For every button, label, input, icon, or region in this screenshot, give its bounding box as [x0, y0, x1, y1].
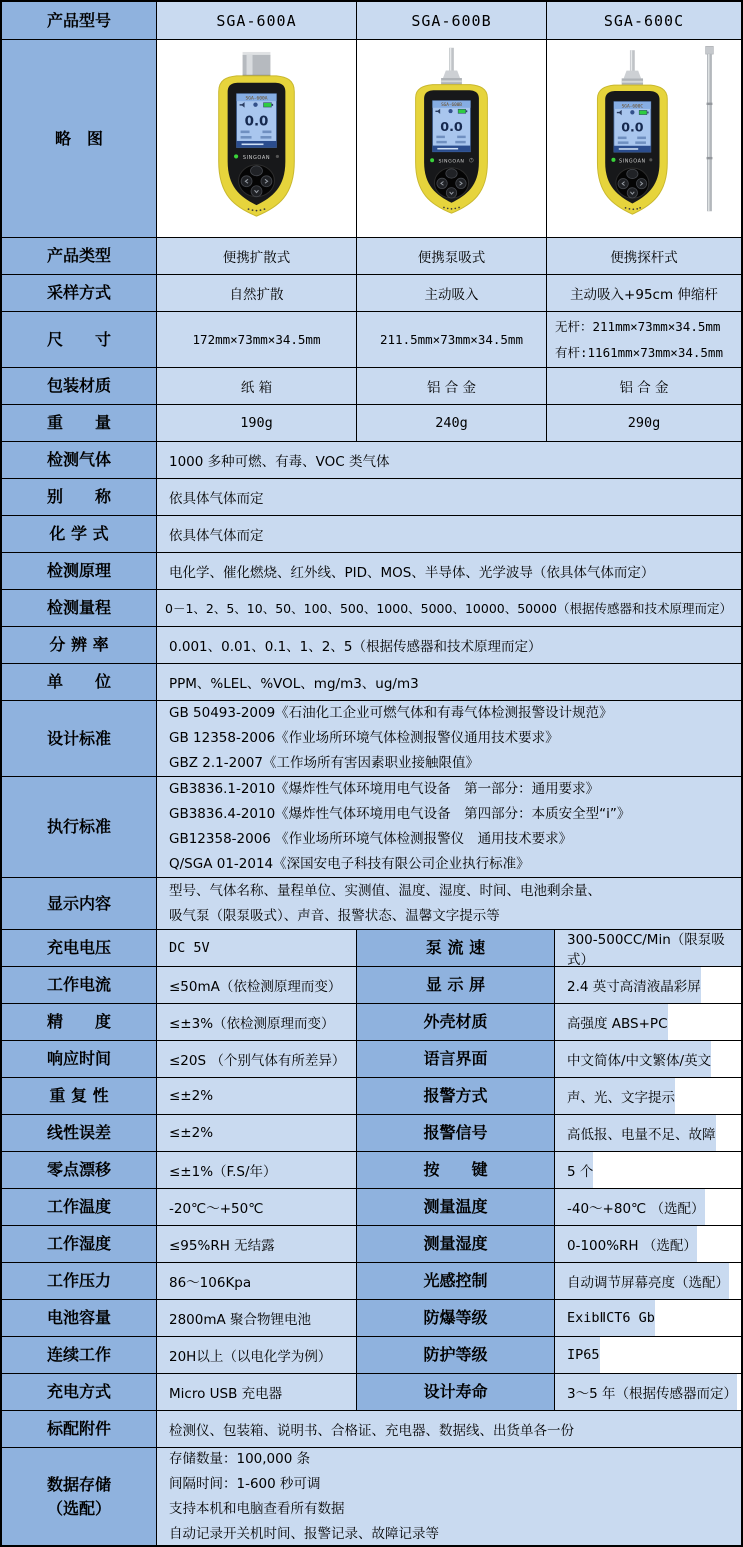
row-label-repeatability: 重 复 性 — [2, 1078, 157, 1114]
spec-value: 240g — [357, 405, 547, 441]
row-label-alarm-mode: 报警方式 — [357, 1078, 555, 1114]
standard-line: GB12358-2006 《作业场所环境气体检测报警仪 通用技术要求》 — [169, 831, 573, 847]
row-label-zero-drift: 零点漂移 — [2, 1152, 157, 1188]
data-storage-label-line: 数据存储 — [46, 1474, 111, 1494]
spec-value: PPM、%LEL、%VOL、mg/m3、ug/m3 — [157, 664, 741, 700]
row-label-alias: 别 称 — [2, 479, 157, 515]
spec-value: 自然扩散 — [157, 275, 357, 311]
row-label-packaging-material: 包装材质 — [2, 368, 157, 404]
row-detect-gas — [2, 442, 741, 479]
row-repeatability-alarm-mode — [2, 1078, 741, 1115]
spec-value: ≤±2% — [157, 1078, 357, 1114]
row-label-chemical-formula: 化 学 式 — [2, 516, 157, 552]
spec-value: 0-100%RH （选配） — [555, 1226, 697, 1262]
spec-value: 声、光、文字提示 — [555, 1078, 675, 1114]
row-charge-method-design-life — [2, 1374, 741, 1411]
row-label-product-type: 产品类型 — [2, 238, 157, 274]
device-screen-title: SGA-600B — [441, 103, 462, 109]
spec-value: 主动吸入 — [357, 275, 547, 311]
row-unit — [2, 664, 741, 701]
row-working-temp-measure-temp — [2, 1189, 741, 1226]
row-label-design-life: 设计寿命 — [357, 1374, 555, 1410]
standard-line: GB3836.1-2010《爆炸性气体环境用电气设备 第一部分：通用要求》 — [169, 781, 600, 797]
dimension-with-rod: 有杆:1161mm×73mm×34.5mm — [555, 344, 723, 360]
row-label-protection-level: 防护等级 — [357, 1337, 555, 1373]
row-label-accuracy: 精 度 — [2, 1004, 157, 1040]
gas-detector-pump-image — [357, 40, 546, 237]
row-label-charge-voltage: 充电电压 — [2, 930, 157, 966]
row-label-design-standard: 设计标准 — [2, 701, 157, 776]
row-dimensions — [2, 312, 741, 368]
data-storage-label-line: （选配） — [46, 1498, 111, 1518]
spec-value: 铝 合 金 — [357, 368, 547, 404]
spec-value: ≤50mA（依检测原理而变） — [157, 967, 357, 1003]
device-screen-title: SGA-600C — [621, 104, 644, 110]
spec-value: 高强度 ABS+PC — [555, 1004, 668, 1040]
row-label-working-pressure: 工作压力 — [2, 1263, 157, 1299]
standard-line: GB 50493-2009《石油化工企业可燃气体和有毒气体检测报警设计规范》 — [169, 705, 613, 721]
row-label-sketch: 略 图 — [2, 40, 157, 237]
row-linearity-error-alarm-signal — [2, 1115, 741, 1152]
storage-line: 存储数量：100,000 条 — [169, 1450, 311, 1467]
row-label-dimensions: 尺 寸 — [2, 312, 157, 367]
row-chemical-formula — [2, 516, 741, 553]
spec-value: ≤±3%（依检测原理而变） — [157, 1004, 357, 1040]
row-label-alarm-signal: 报警信号 — [357, 1115, 555, 1151]
spec-value: 0.001、0.01、0.1、1、2、5（根据传感器和技术原理而定） — [157, 627, 741, 663]
row-sampling-method — [2, 275, 741, 312]
row-label-standard-accessories: 标配附件 — [2, 1411, 157, 1447]
spec-value: 电化学、催化燃烧、红外线、PID、MOS、半导体、光学波导（依具体气体而定） — [157, 553, 741, 589]
spec-value: Micro USB 充电器 — [157, 1374, 357, 1410]
spec-value: 190g — [157, 405, 357, 441]
row-label-sampling-method: 采样方式 — [2, 275, 157, 311]
row-label-working-temp: 工作温度 — [2, 1189, 157, 1225]
spec-value — [157, 1448, 741, 1545]
device-photo-sga-600c — [547, 40, 741, 237]
spec-value: ExibⅡCT6 Gb — [555, 1300, 655, 1336]
spec-value: 1000 多种可燃、有毒、VOC 类气体 — [157, 442, 741, 478]
led-indicator — [430, 158, 434, 162]
display-content-line: 型号、气体名称、量程单位、实测值、温度、湿度、时间、电池剩余量、 — [169, 882, 601, 899]
row-product-type — [2, 238, 741, 275]
row-working-humidity-measure-humidity — [2, 1226, 741, 1263]
storage-line: 间隔时间：1-600 秒可调 — [169, 1475, 321, 1492]
spec-value: 3～5 年（根据传感器而定） — [555, 1374, 737, 1410]
spec-value — [157, 701, 741, 776]
spec-value: 纸 箱 — [157, 368, 357, 404]
row-battery-capacity-explosion-proof — [2, 1300, 741, 1337]
spec-value: 依具体气体而定 — [157, 516, 741, 552]
standard-line: GBZ 2.1-2007《工作场所有害因素职业接触限值》 — [169, 755, 479, 771]
led-indicator — [234, 154, 238, 158]
spec-value: 211.5mm×73mm×34.5mm — [357, 312, 547, 367]
model-name-a: SGA-600A — [157, 2, 357, 39]
row-label-linearity-error: 线性误差 — [2, 1115, 157, 1151]
spec-value: 自动调节屏幕亮度（选配） — [555, 1263, 729, 1299]
row-accuracy-shell-material — [2, 1004, 741, 1041]
row-working-current-display-screen — [2, 967, 741, 1004]
spec-value: ≤95%RH 无结露 — [157, 1226, 357, 1262]
spec-value: -20℃～+50℃ — [157, 1189, 357, 1225]
spec-value: 中文简体/中文繁体/英文 — [555, 1041, 711, 1077]
row-standard-accessories — [2, 1411, 741, 1448]
gas-detector-diffusion-image — [157, 40, 356, 237]
row-label-explosion-proof-grade: 防爆等级 — [357, 1300, 555, 1336]
device-photo-sga-600a — [157, 40, 357, 237]
row-display-content — [2, 878, 741, 930]
row-alias — [2, 479, 741, 516]
row-resolution — [2, 627, 741, 664]
spec-value: 检测仪、包装箱、说明书、合格证、充电器、数据线、出货单各一份 — [157, 1411, 741, 1447]
row-continuous-work-protection-level — [2, 1337, 741, 1374]
row-label-continuous-work: 连续工作 — [2, 1337, 157, 1373]
battery-icon — [639, 110, 647, 114]
row-label-display-screen: 显 示 屏 — [357, 967, 555, 1003]
device-screen-title: SGA-600A — [245, 96, 268, 102]
spec-value: ≤±1%（F.S/年） — [157, 1152, 357, 1188]
spec-value: 便携泵吸式 — [357, 238, 547, 274]
row-weight — [2, 405, 741, 442]
spec-value: 5 个 — [555, 1152, 593, 1188]
row-label-data-storage — [2, 1448, 157, 1545]
row-packaging-material — [2, 368, 741, 405]
row-sketch — [2, 40, 741, 238]
spec-value: 172mm×73mm×34.5mm — [157, 312, 357, 367]
row-product-model — [2, 2, 741, 40]
row-label-measure-humidity: 测量湿度 — [357, 1226, 555, 1262]
row-design-standard — [2, 701, 741, 777]
row-label-weight: 重 量 — [2, 405, 157, 441]
device-brand-text: SINGOAN — [438, 159, 465, 165]
model-name-c: SGA-600C — [547, 2, 741, 39]
spec-value: 高低报、电量不足、故障 — [555, 1115, 716, 1151]
spec-value — [157, 777, 741, 877]
spec-value: 2800mA 聚合物锂电池 — [157, 1300, 357, 1336]
row-label-response-time: 响应时间 — [2, 1041, 157, 1077]
standard-line: GB 12358-2006《作业场所环境气体检测报警仪通用技术要求》 — [169, 730, 559, 746]
led-indicator — [611, 158, 615, 162]
battery-icon — [458, 109, 466, 113]
standard-line: Q/SGA 01-2014《深国安电子科技有限公司企业执行标准》 — [169, 856, 530, 872]
battery-icon — [263, 103, 271, 107]
spec-value: 0－1、2、5、10、50、100、500、1000、5000、10000、50000（根据传感器和技术原理而定） — [157, 590, 741, 626]
spec-value: 依具体气体而定 — [157, 479, 741, 515]
row-label-detection-principle: 检测原理 — [2, 553, 157, 589]
spec-value: ≤±2% — [157, 1115, 357, 1151]
row-working-pressure-light-control — [2, 1263, 741, 1300]
device-screen-value: 0.0 — [440, 119, 463, 135]
row-zero-drift-buttons — [2, 1152, 741, 1189]
device-screen-value: 0.0 — [621, 119, 644, 135]
spec-value: 铝 合 金 — [547, 368, 741, 404]
spec-value: 86～106Kpa — [157, 1263, 357, 1299]
row-label-product-model: 产品型号 — [2, 2, 157, 39]
standard-line: GB3836.4-2010《爆炸性气体环境用电气设备 第四部分：本质安全型“i”》 — [169, 806, 631, 822]
spec-value: IP65 — [555, 1337, 600, 1373]
row-label-buttons: 按 键 — [357, 1152, 555, 1188]
spec-value: 便携探杆式 — [547, 238, 741, 274]
display-content-line: 吸气泵（限泵吸式）、声音、报警状态、温馨文字提示等 — [169, 907, 500, 924]
row-label-detect-gas: 检测气体 — [2, 442, 157, 478]
row-label-unit: 单 位 — [2, 664, 157, 700]
row-label-resolution: 分 辨 率 — [2, 627, 157, 663]
row-label-pump-flow: 泵 流 速 — [357, 930, 555, 966]
row-data-storage — [2, 1448, 741, 1545]
row-label-language-ui: 语言界面 — [357, 1041, 555, 1077]
gas-detector-probe-image — [547, 40, 741, 237]
telescopic-rod-tip — [706, 46, 714, 54]
spec-value: 便携扩散式 — [157, 238, 357, 274]
row-detection-principle — [2, 553, 741, 590]
storage-line: 自动记录开关机时间、报警记录、故障记录等 — [169, 1525, 439, 1542]
row-label-detection-range: 检测量程 — [2, 590, 157, 626]
row-detection-range — [2, 590, 741, 627]
spec-value: 20H以上（以电化学为例） — [157, 1337, 357, 1373]
device-brand-text: SINGOAN — [242, 154, 271, 161]
spec-value: -40～+80℃ （选配） — [555, 1189, 705, 1225]
spec-value: ≤20S （个别气体有所差异） — [157, 1041, 357, 1077]
spec-value: 290g — [547, 405, 741, 441]
spec-value: 主动吸入+95cm 伸缩杆 — [547, 275, 741, 311]
spec-value: 2.4 英寸高清液晶彩屏 — [555, 967, 701, 1003]
row-label-display-content: 显示内容 — [2, 878, 157, 929]
spec-value: DC 5V — [157, 930, 357, 966]
dimension-without-rod: 无杆：211mm×73mm×34.5mm — [555, 318, 721, 334]
spec-value — [547, 312, 741, 367]
device-screen-value: 0.0 — [244, 114, 269, 130]
row-label-measure-temp: 测量温度 — [357, 1189, 555, 1225]
row-label-light-control: 光感控制 — [357, 1263, 555, 1299]
row-label-execution-standard: 执行标准 — [2, 777, 157, 877]
device-brand-text: SINGOAN — [619, 158, 646, 165]
row-execution-standard — [2, 777, 741, 878]
row-label-working-current: 工作电流 — [2, 967, 157, 1003]
row-response-time-language — [2, 1041, 741, 1078]
storage-line: 支持本机和电脑查看所有数据 — [169, 1500, 345, 1517]
spec-value: 300-500CC/Min（限泵吸式） — [555, 930, 741, 966]
row-label-charge-method: 充电方式 — [2, 1374, 157, 1410]
device-photo-sga-600b — [357, 40, 547, 237]
row-label-shell-material: 外壳材质 — [357, 1004, 555, 1040]
spec-value — [157, 878, 741, 929]
row-label-battery-capacity: 电池容量 — [2, 1300, 157, 1336]
model-name-b: SGA-600B — [357, 2, 547, 39]
row-label-working-humidity: 工作湿度 — [2, 1226, 157, 1262]
row-charge-voltage-pump-flow — [2, 930, 741, 967]
